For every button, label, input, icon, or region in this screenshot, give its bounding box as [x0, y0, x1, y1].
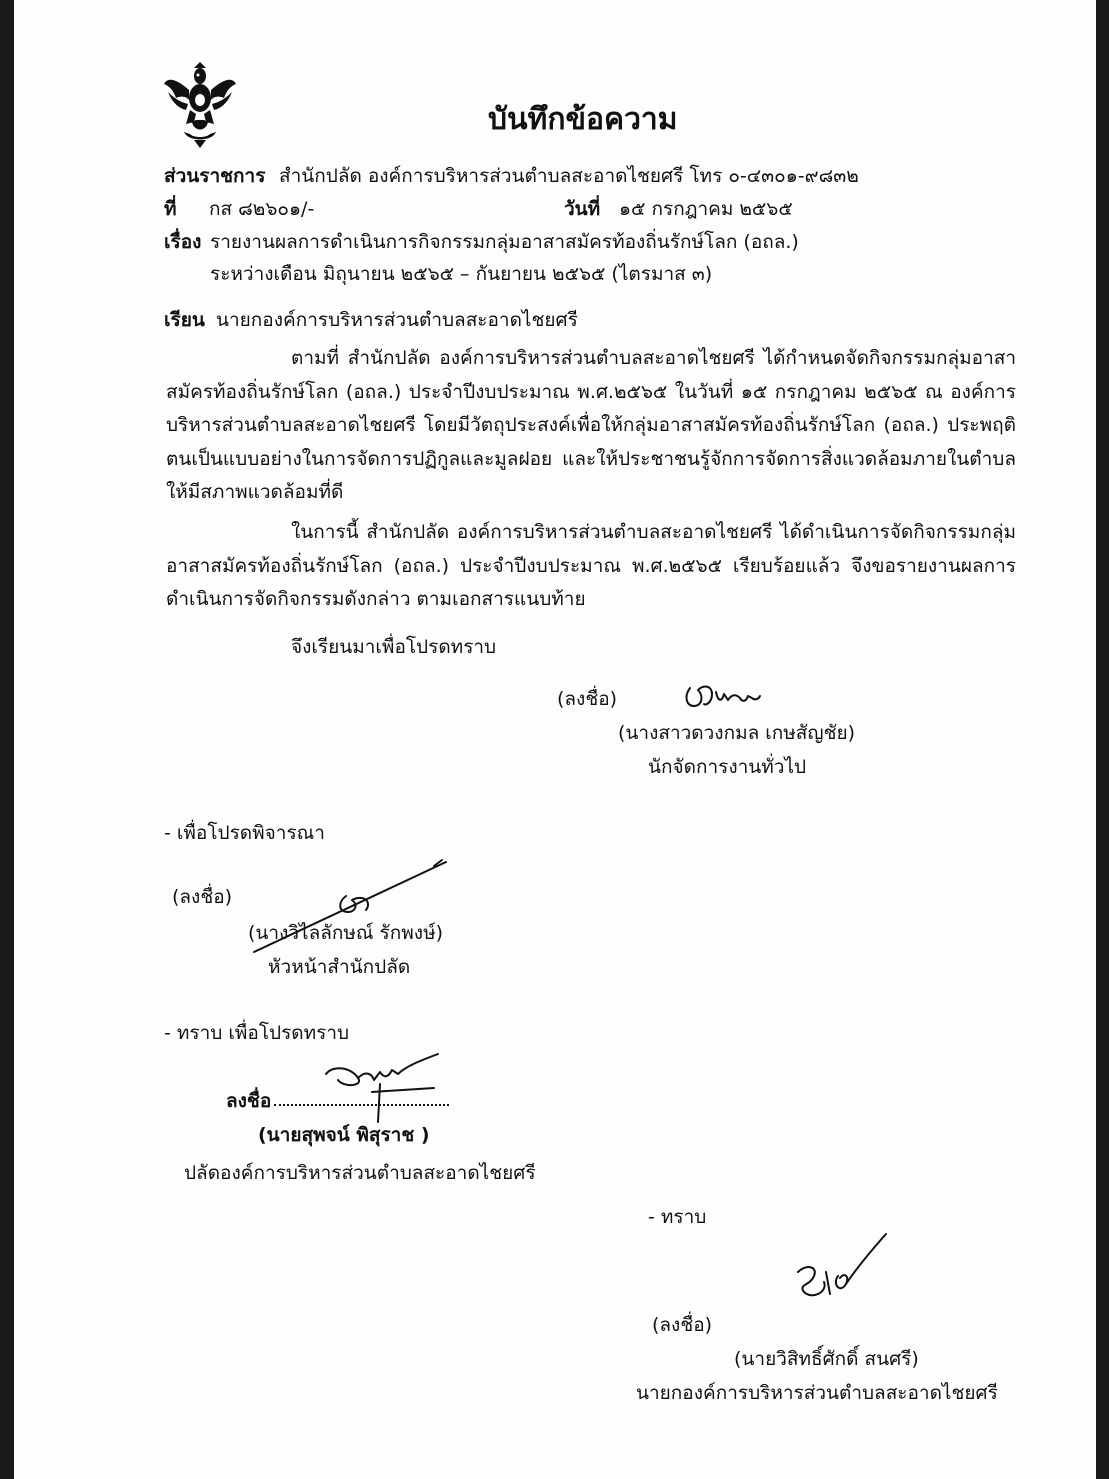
section-head-sign-label: (ลงชื่อ) [172, 886, 233, 908]
garuda-emblem-icon [164, 62, 236, 148]
agency-value: สำนักปลัด องค์การบริหารส่วนตำบลสะอาดไชยศรี โทร ๐-๔๓๐๑-๙๘๓๒ [279, 165, 859, 187]
mayor-sign-label: (ลงชื่อ) [652, 1314, 713, 1336]
section-head-position: หัวหน้าสำนักปลัด [268, 956, 411, 978]
agency-label: ส่วนราชการ [164, 165, 266, 187]
subject-line-1: รายงานผลการดำเนินการกิจกรรมกลุ่มอาสาสมัครท้องถิ่นรักษ์โลก (อถล.) [210, 231, 799, 253]
subject-line-2: ระหว่างเดือน มิถุนายน ๒๕๖๕ – กันยายน ๒๕๖๕ (ไตรมาส ๓) [210, 263, 713, 285]
author-sign-label: (ลงชื่อ) [557, 688, 618, 710]
ref-value: กส ๘๒๖๐๑/- [209, 198, 315, 220]
date-label: วันที่ [564, 198, 601, 220]
body-paragraph-1: ตามที่ สำนักปลัด องค์การบริหารส่วนตำบลสะอาดไชยศรี ได้กำหนดจัดกิจกรรมกลุ่มอาสาสมัครท้องถิ่นรักษ์โลก (อถล.) ประจำปีงบประมาณ พ.ศ.๒๕๖๕ ในวันที่ ๑๕ กรกฎาคม ๒๕๖๕ ณ องค์การบริหารส่วนตำบลสะอาดไชยศรี โดยมีวัตถุประสงค์เพื่อให้กลุ่มอาสาสมัครท้องถิ่นรักษ์โลก (อถล.) ประพฤติตนเป็นแบบอย่างในการจัดการปฏิกูลและมูลฝอย และให้ประชาชนรู้จักการจัดการสิ่งแวดล้อมภายในตำบลให้มีสภาพแวดล้อมที่ดี [166, 347, 1016, 503]
author-position: นักจัดการงานทั่วไป [648, 756, 807, 778]
memo-page [14, 0, 1096, 1479]
body-paragraph-2: ในการนี้ สำนักปลัด องค์การบริหารส่วนตำบลสะอาดไชยศรี ได้ดำเนินการจัดกิจกรรมกลุ่มอาสาสมัครท้องถิ่นรักษ์โลก (อถล.) ประจำปีงบประมาณ พ.ศ.๒๕๖๕ เรียบร้อยแล้ว จึงขอรายงานผลการดำเนินการจัดกิจกรรมดังกล่าว ตามเอกสารแนบท้าย [166, 521, 1016, 610]
deputy-name: (นายสุพจน์ พิสุราช ) [258, 1124, 430, 1146]
mayor-name: (นายวิสิทธิ์ศักดิ์ สนศรี) [734, 1348, 919, 1370]
mayor-signature [784, 1232, 894, 1322]
deputy-sign-label: ลงชื่อ [226, 1090, 272, 1112]
author-name: (นางสาวดวงกมล เกษสัญชัย) [618, 722, 856, 744]
subject-label: เรื่อง [164, 231, 202, 253]
document-title: บันทึกข้อความ [488, 102, 678, 137]
deputy-signature [314, 1044, 454, 1124]
closing-line: จึงเรียนมาเพื่อโปรดทราบ [291, 636, 497, 658]
deputy-note: - ทราบ เพื่อโปรดทราบ [164, 1022, 350, 1044]
mayor-note: - ทราบ [648, 1206, 707, 1228]
to-value: นายกองค์การบริหารส่วนตำบลสะอาดไชยศรี [216, 309, 578, 331]
ref-label: ที่ [164, 198, 177, 220]
section-head-note: - เพื่อโปรดพิจารณา [164, 822, 325, 844]
date-value: ๑๕ กรกฎาคม ๒๕๖๕ [619, 198, 793, 220]
to-label: เรียน [164, 309, 205, 331]
deputy-position: ปลัดองค์การบริหารส่วนตำบลสะอาดไชยศรี [184, 1162, 536, 1184]
author-signature [682, 676, 792, 716]
section-head-name: (นางวิไลลักษณ์ รักพงษ์) [248, 922, 444, 944]
mayor-position: นายกองค์การบริหารส่วนตำบลสะอาดไชยศรี [636, 1382, 998, 1404]
